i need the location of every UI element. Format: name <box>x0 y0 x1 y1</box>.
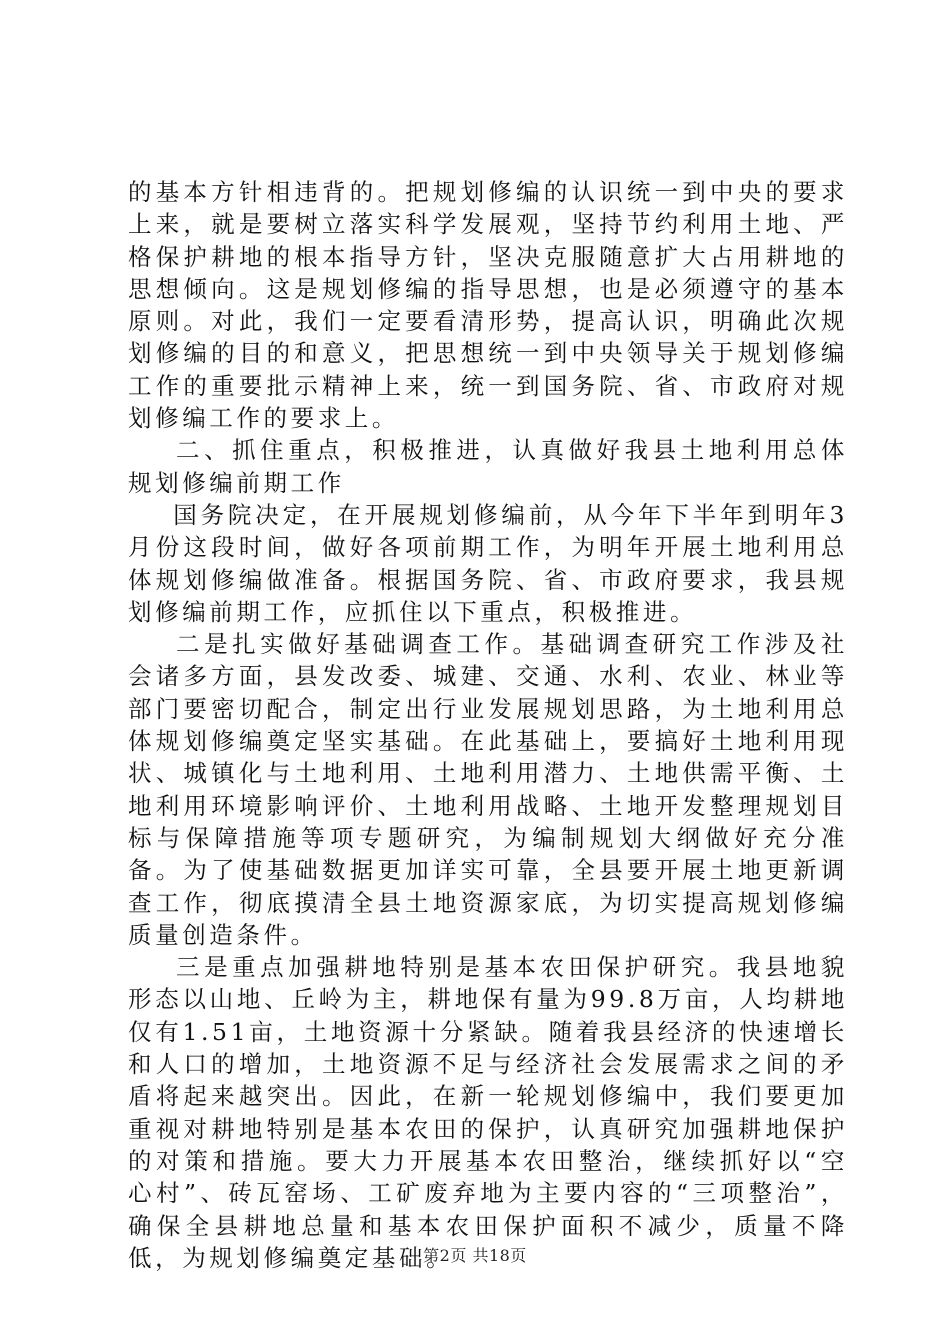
document-body <box>128 176 848 1274</box>
paragraph-continuation: 的基本方针相违背的。把规划修编的认识统一到中央的要求上来，就是要树立落实科学发展观，坚持节约利用土地、严格保护耕地的根本指导方针，坚决克服随意扩大占用耕地的思想倾向。这是规划修编的指导思想，也是必须遵守的基本原则。对此，我们一定要看清形势，提高认识，明确此次规划修编的目的和意义，把思想统一到中央领导关于规划修编工作的重要批示精神上来，统一到国务院、省、市政府对规划修编工作的要求上。 <box>128 178 848 433</box>
paragraph-basic-survey: 二是扎实做好基础调查工作。基础调查研究工作涉及社会诸多方面，县发改委、城建、交通、水利、农业、林业等部门要密切配合，制定出行业发展规划思路，为土地利用总体规划修编奠定坚实基础。在此基础上，要搞好土地利用现状、城镇化与土地利用、土地利用潜力、土地供需平衡、土地利用环境影响评价、土地利用战略、土地开发整理规划目标与保障措施等项专题研究，为编制规划大纲做好充分准备。为了使基础数据更加详实可靠，全县要开展土地更新调查工作，彻底摸清全县土地资源家底，为切实提高规划修编质量创造条件。 <box>128 630 848 949</box>
section-heading: 二、抓住重点，积极推进，认真做好我县土地利用总体规划修编前期工作 <box>128 436 848 497</box>
paragraph-state-council-decision: 国务院决定，在开展规划修编前，从今年下半年到明年3月份这段时间，做好各项前期工作，为明年开展土地利用总体规划修编做准备。根据国务院、省、市政府要求，我县规划修编前期工作，应抓住以下重点，积极推进。 <box>128 500 848 626</box>
paragraph-farmland-protection: 三是重点加强耕地特别是基本农田保护研究。我县地貌形态以山地、丘岭为主，耕地保有量为99.8万亩，人均耕地仅有1.51亩，土地资源十分紧缺。随着我县经济的快速增长和人口的增加，土地资源不足与经济社会发展需求之间的矛盾将起来越突出。因此，在新一轮规划修编中，我们要更加重视对耕地特别是基本农田的保护，认真研究加强耕地保护的对策和措施。要大力开展基本农田整治，继续抓好以“空心村”、砖瓦窑场、工矿废弃地为主要内容的“三项整治”，确保全县耕地总量和基本农田保护面积不减少，质量不降低，为规划修编奠定基础。 <box>128 953 848 1272</box>
page-footer: 第2页 共18页 <box>423 1246 527 1265</box>
